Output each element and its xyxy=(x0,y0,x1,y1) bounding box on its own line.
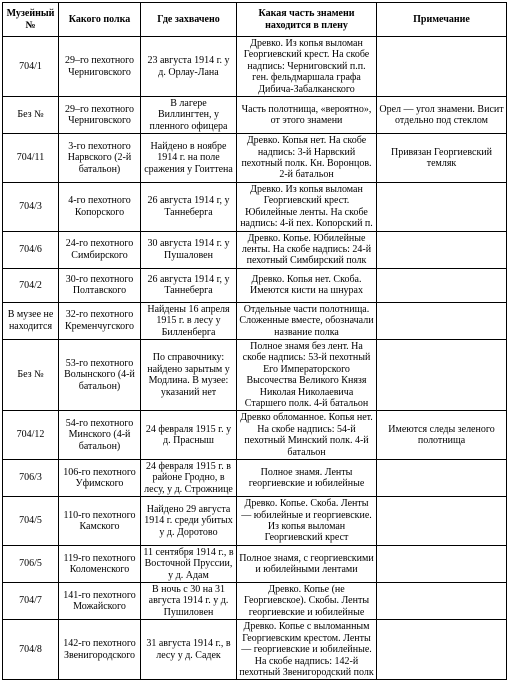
cell-note xyxy=(377,339,507,410)
cell-captured-part: Полное знамя без лент. На скобе надпись: 53-й пехотный Его Императорского Высочества Великого Князя Николая Николаевича Старшего полк. 4-й батальон xyxy=(237,339,377,410)
header-note: Примечание xyxy=(377,3,507,37)
cell-place: В лагере Виллингтен, у пленного офицера xyxy=(141,97,237,134)
cell-place: 24 февраля 1915 г. у д. Прасныш xyxy=(141,411,237,460)
cell-note: Привязан Георгиевский темляк xyxy=(377,134,507,183)
cell-regiment: 3-го пехотного Нарвского (2-й батальон) xyxy=(59,134,141,183)
header-regiment: Какого полка xyxy=(59,3,141,37)
cell-regiment: 141-го пехотного Можайского xyxy=(59,583,141,620)
cell-place: По справочнику: найдено зарытым у Модлина. В музее: указаний нет xyxy=(141,339,237,410)
cell-place: 24 февраля 1915 г. в районе Гродно, в лесу, у д. Строжнице xyxy=(141,460,237,497)
cell-captured-part: Древко. Копье с выломанным Георгиевским крестом. Ленты — георгиевские и юбилейные. На скобе надпись: 142-й пехотный Звенигородский полк xyxy=(237,620,377,680)
cell-place: 26 августа 1914 г, у Таннеберга xyxy=(141,268,237,302)
cell-place: Найдены 16 апреля 1915 г. в лесу у Билленберга xyxy=(141,302,237,339)
cell-museum-number: В музее не находится xyxy=(3,302,59,339)
cell-place: 23 августа 1914 г. у д. Орлау-Лана xyxy=(141,37,237,97)
cell-museum-number: Без № xyxy=(3,97,59,134)
cell-regiment: 119-го пехотного Коломенского xyxy=(59,545,141,582)
cell-museum-number: 704/11 xyxy=(3,134,59,183)
cell-note xyxy=(377,460,507,497)
cell-note: Орел — угол знамени. Висит отдельно под стеклом xyxy=(377,97,507,134)
cell-museum-number: 704/8 xyxy=(3,620,59,680)
cell-place: Найдено 29 августа 1914 г. среди убитых у д. Доротово xyxy=(141,497,237,546)
cell-regiment: 29–го пехотного Черниговского xyxy=(59,97,141,134)
table-row xyxy=(3,302,507,339)
banners-table xyxy=(2,2,507,680)
cell-note xyxy=(377,182,507,231)
cell-museum-number: 704/12 xyxy=(3,411,59,460)
cell-place: В ночь с 30 на 31 августа 1914 г. у д. Пушиловен xyxy=(141,583,237,620)
cell-note xyxy=(377,583,507,620)
cell-captured-part: Древко. Копья нет. На скобе надпись: 3-й Нарвский пехотный полк. Кн. Воронцов. 2-й батальон xyxy=(237,134,377,183)
cell-museum-number: 704/5 xyxy=(3,497,59,546)
cell-captured-part: Древко. Из копья выломан Георгиевский крест. На скобе надпись: Черниговский п.п. ген. фельдмаршала графа Дибича-Забалканского xyxy=(237,37,377,97)
cell-note xyxy=(377,37,507,97)
table-row xyxy=(3,182,507,231)
cell-note xyxy=(377,497,507,546)
cell-note xyxy=(377,545,507,582)
cell-captured-part: Древко. Копье (не Георгиевское). Скобы. Ленты георгиевские и юбилейные xyxy=(237,583,377,620)
table-row xyxy=(3,339,507,410)
cell-captured-part: Полное знамя, с георгиевскими и юбилейными лентами xyxy=(237,545,377,582)
cell-captured-part: Древко. Копье. Скоба. Ленты — юбилейные и георгиевские. Из копья выломан Георгиевский крест xyxy=(237,497,377,546)
header-museum-number: Музейный № xyxy=(3,3,59,37)
table-row xyxy=(3,37,507,97)
cell-museum-number: Без № xyxy=(3,339,59,410)
cell-regiment: 30-го пехотного Полтавского xyxy=(59,268,141,302)
cell-place: 11 сентября 1914 г., в Восточной Пруссии, у д. Адам xyxy=(141,545,237,582)
cell-place: 26 августа 1914 г, у Таннеберга xyxy=(141,182,237,231)
table-row xyxy=(3,134,507,183)
cell-note xyxy=(377,231,507,268)
cell-regiment: 29–го пехотного Черниговского xyxy=(59,37,141,97)
table-row xyxy=(3,411,507,460)
table-row xyxy=(3,460,507,497)
cell-museum-number: 704/2 xyxy=(3,268,59,302)
cell-captured-part: Древко. Копье. Юбилейные ленты. На скобе надпись: 24-й пехотный Симбирский полк xyxy=(237,231,377,268)
cell-regiment: 142-го пехотного Звенигородского xyxy=(59,620,141,680)
cell-regiment: 32-го пехотного Кременчугского xyxy=(59,302,141,339)
cell-captured-part: Часть полотнища, «вероятно», от этого знамени xyxy=(237,97,377,134)
cell-museum-number: 704/3 xyxy=(3,182,59,231)
table-container xyxy=(2,2,506,678)
cell-note xyxy=(377,302,507,339)
header-row xyxy=(3,3,507,37)
table-row xyxy=(3,620,507,680)
cell-captured-part: Древко. Из копья выломан Георгиевский крест. Юбилейные ленты. На скобе надпись: 4-й пех. Копорский п. xyxy=(237,182,377,231)
cell-museum-number: 704/6 xyxy=(3,231,59,268)
cell-museum-number: 704/7 xyxy=(3,583,59,620)
table-row xyxy=(3,545,507,582)
cell-note xyxy=(377,620,507,680)
cell-captured-part: Древко. Копья нет. Скоба. Имеются кисти на шнурах xyxy=(237,268,377,302)
cell-museum-number: 704/1 xyxy=(3,37,59,97)
table-row xyxy=(3,268,507,302)
cell-captured-part: Полное знамя. Ленты георгиевские и юбилейные xyxy=(237,460,377,497)
cell-museum-number: 706/3 xyxy=(3,460,59,497)
cell-museum-number: 706/5 xyxy=(3,545,59,582)
cell-captured-part: Древко обломанное. Копья нет. На скобе надпись: 54-й пехотный Минский полк. 4-й батальон xyxy=(237,411,377,460)
cell-captured-part: Отдельные части полотнища. Сложенные вместе, обозначали название полка xyxy=(237,302,377,339)
cell-place: 31 августа 1914 г., в лесу у д. Садек xyxy=(141,620,237,680)
cell-regiment: 4-го пехотного Копорского xyxy=(59,182,141,231)
cell-regiment: 54-го пехотного Минского (4-й батальон) xyxy=(59,411,141,460)
cell-place: 30 августа 1914 г. у Пушаловен xyxy=(141,231,237,268)
cell-regiment: 106-го пехотного Уфимского xyxy=(59,460,141,497)
cell-regiment: 53-го пехотного Волынского (4-й батальон) xyxy=(59,339,141,410)
table-row xyxy=(3,583,507,620)
cell-regiment: 24-го пехотного Симбирского xyxy=(59,231,141,268)
table-row xyxy=(3,97,507,134)
header-place: Где захвачено xyxy=(141,3,237,37)
table-row xyxy=(3,497,507,546)
cell-place: Найдено в ноябре 1914 г. на поле сражения у Гоиттена xyxy=(141,134,237,183)
cell-note xyxy=(377,268,507,302)
cell-regiment: 110-го пехотного Камского xyxy=(59,497,141,546)
cell-note: Имеются следы зеленого полотнища xyxy=(377,411,507,460)
header-captured-part: Какая часть знамени находится в плену xyxy=(237,3,377,37)
table-row xyxy=(3,231,507,268)
